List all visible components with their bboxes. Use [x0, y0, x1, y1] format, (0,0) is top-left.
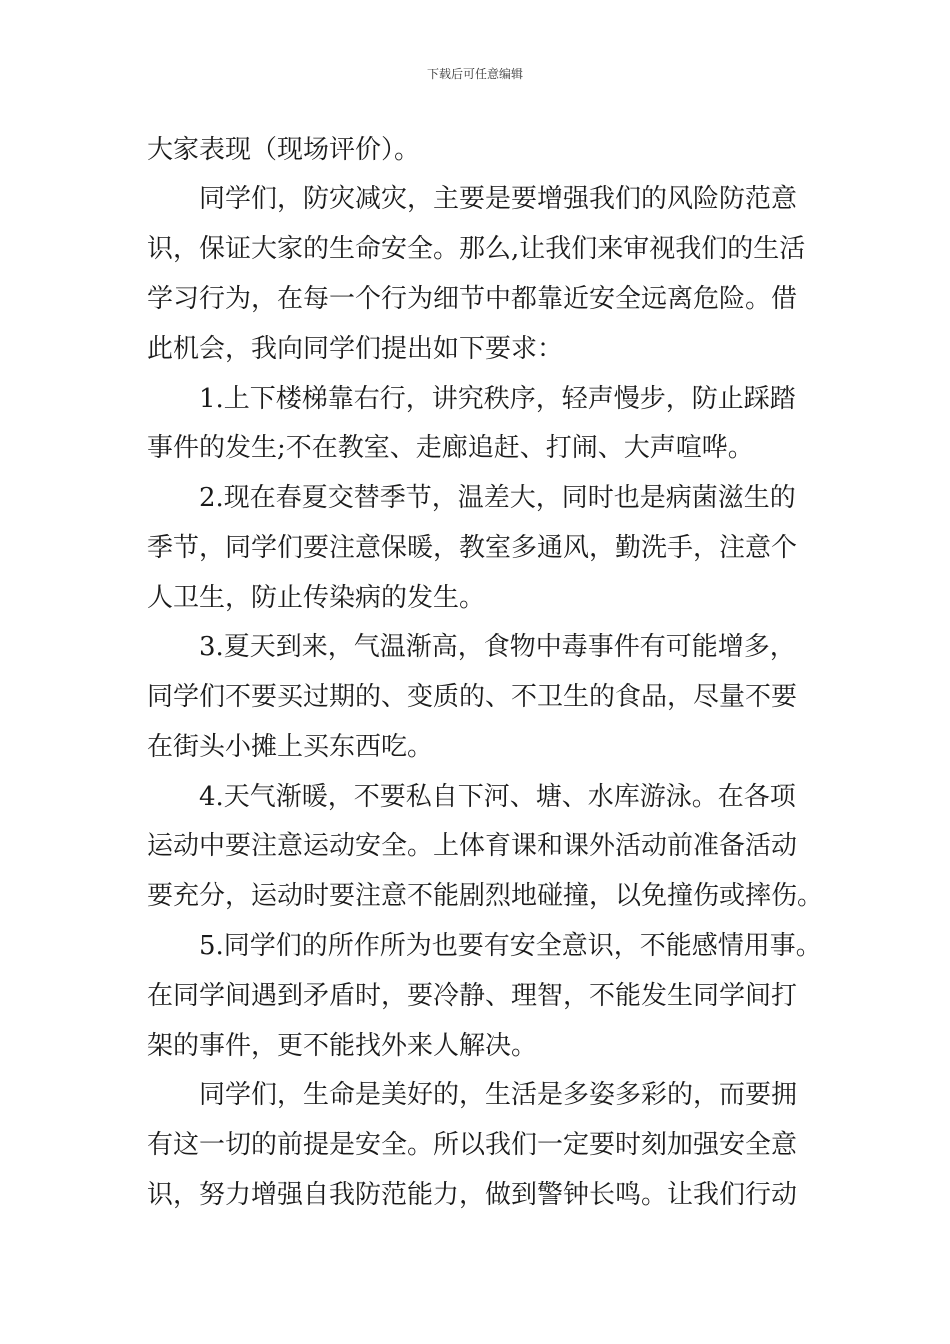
body-line: 此机会，我向同学们提出如下要求：	[147, 334, 564, 364]
body-line: 事件的发生;不在教室、走廊追赶、打闹、大声喧哗。	[147, 433, 754, 463]
body-line: 同学们，生命是美好的，生活是多姿多彩的，而要拥	[199, 1080, 798, 1110]
body-line: 要充分，运动时要注意不能剧烈地碰撞，以免撞伤或摔伤。	[147, 881, 824, 911]
body-line: 架的事件，更不能找外来人解决。	[147, 1031, 538, 1061]
body-line: 5.同学们的所作所为也要有安全意识，不能感情用事。	[199, 931, 822, 961]
body-line: 人卫生，防止传染病的发生。	[147, 583, 486, 613]
body-line: 3.夏天到来，气温渐高，食物中毒事件有可能增多，	[199, 632, 796, 662]
body-line: 学习行为，在每一个行为细节中都靠近安全远离危险。借	[147, 284, 798, 314]
header-note: 下载后可任意编辑	[426, 67, 523, 81]
body-line: 大家表现（现场评价）。	[147, 135, 421, 165]
body-line: 同学们，防灾减灾，主要是要增强我们的风险防范意	[199, 184, 798, 214]
body-line: 季节，同学们要注意保暖，教室多通风，勤洗手，注意个	[147, 533, 798, 563]
body-line: 识，努力增强自我防范能力，做到警钟长鸣。让我们行动	[147, 1180, 798, 1210]
body-line: 运动中要注意运动安全。上体育课和课外活动前准备活动	[147, 831, 798, 861]
body-line: 在街头小摊上买东西吃。	[147, 732, 434, 762]
body-line: 4.天气渐暖，不要私自下河、塘、水库游泳。在各项	[199, 782, 796, 812]
body-line: 2.现在春夏交替季节，温差大，同时也是病菌滋生的	[199, 483, 796, 513]
body-line: 识，保证大家的生命安全。那么,让我们来审视我们的生活	[147, 234, 806, 264]
body-line: 同学们不要买过期的、变质的、不卫生的食品，尽量不要	[147, 682, 798, 712]
body-line: 在同学间遇到矛盾时，要冷静、理智，不能发生同学间打	[147, 981, 798, 1011]
body-line: 有这一切的前提是安全。所以我们一定要时刻加强安全意	[147, 1130, 798, 1160]
body-line: 1.上下楼梯靠右行，讲究秩序，轻声慢步，防止踩踏	[199, 384, 796, 414]
